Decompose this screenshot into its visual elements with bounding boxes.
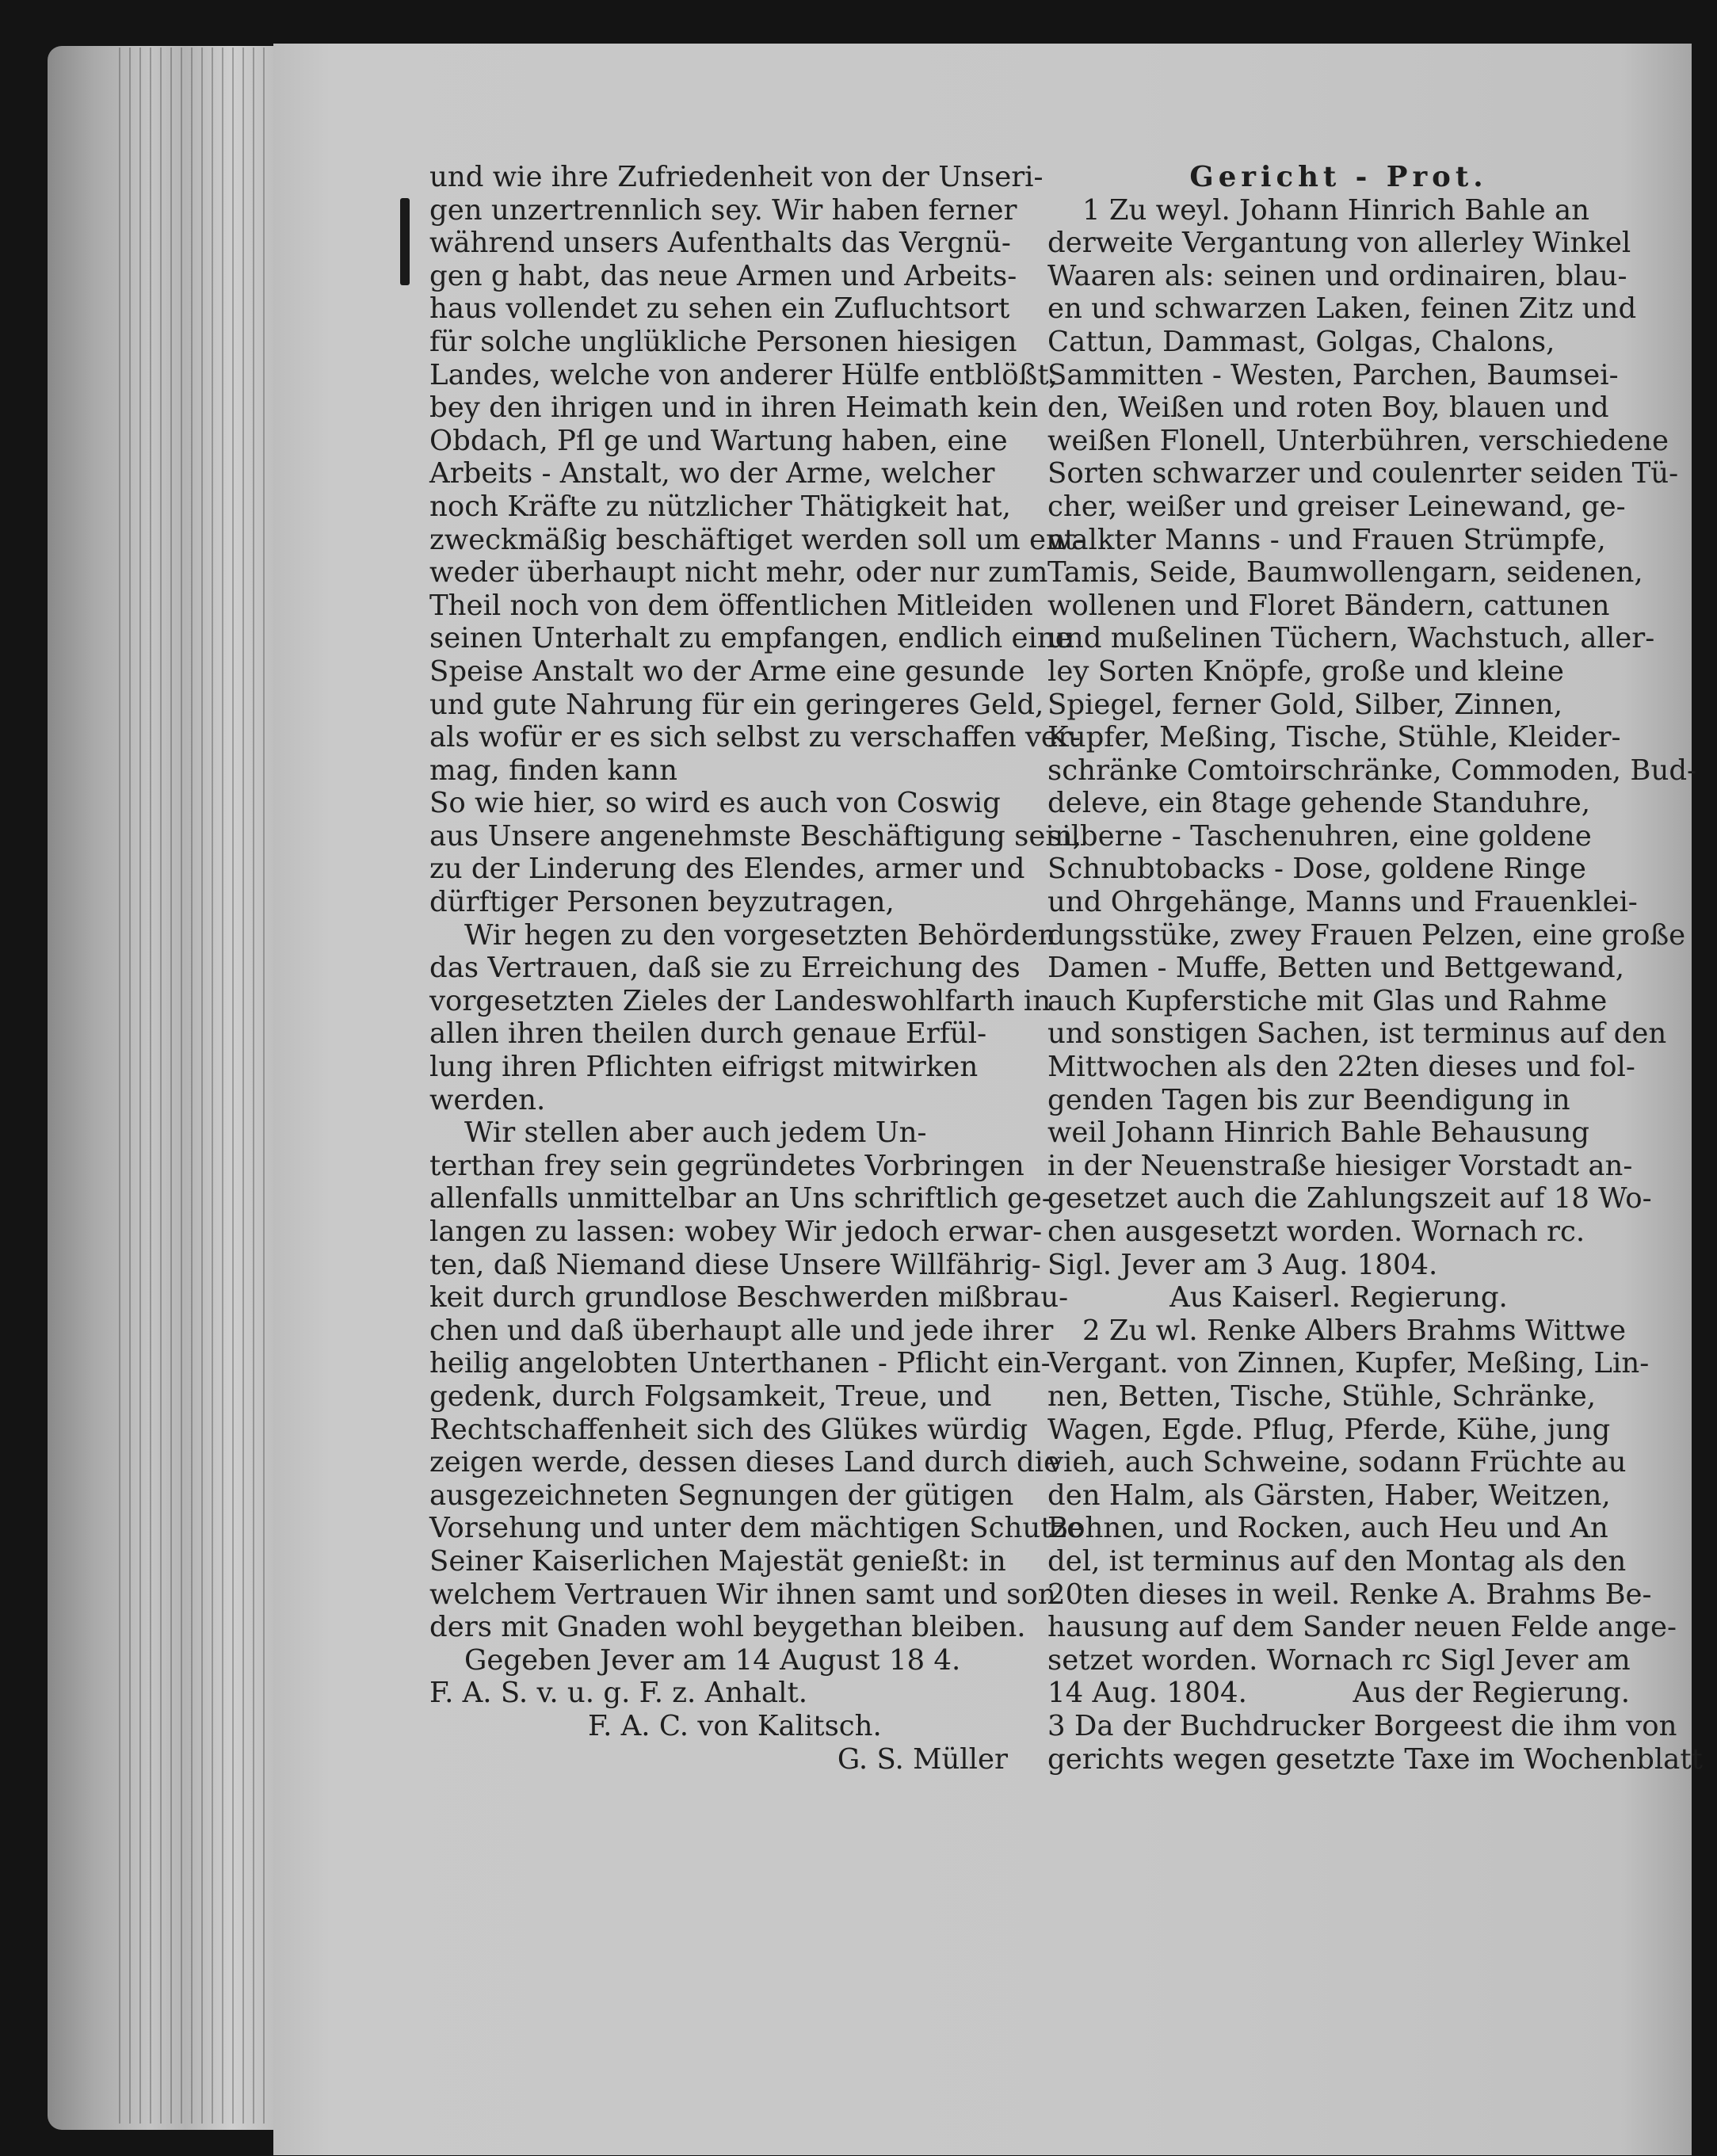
text-line: Vergant. von Zinnen, Kupfer, Meßing, Lin- — [1047, 1347, 1650, 1380]
text-line: gedenk, durch Folgsamkeit, Treue, und — [429, 1379, 992, 1413]
text-line: dungsstüke, zwey Frauen Pelzen, eine große — [1047, 918, 1686, 952]
text-line: bey den ihrigen und in ihren Heimath kein — [429, 391, 1039, 425]
text-line: Rechtschaffenheit sich des Glükes würdig — [429, 1413, 1028, 1446]
text-line: silberne - Taschenuhren, eine goldene — [1047, 819, 1592, 853]
text-line: Schnubtobacks - Dose, goldene Ringe — [1047, 853, 1586, 886]
text-line: dürftiger Personen beyzutragen, — [429, 886, 895, 919]
notice-2-date: 14 Aug. 1804. — [1047, 1677, 1247, 1710]
text-line: und sonstigen Sachen, ist terminus auf den — [1047, 1017, 1667, 1051]
text-line: 1 Zu weyl. Johann Hinrich Bahle an — [1082, 193, 1590, 227]
text-line: del, ist terminus auf den Montag als den — [1047, 1544, 1627, 1578]
text-line: ausgezeichneten Segnungen der gütigen — [429, 1479, 1014, 1512]
text-line: als wofür er es sich selbst zu verschaffen ver- — [429, 721, 1081, 754]
text-line: werden. — [429, 1083, 546, 1116]
text-line: hausung auf dem Sander neuen Felde ange- — [1047, 1611, 1677, 1644]
notice-2 — [1047, 1314, 1677, 1710]
binding-mark — [400, 198, 410, 285]
text-line: haus vollendet zu sehen ein Zufluchtsort — [429, 292, 1010, 326]
text-line: welchem Vertrauen Wir ihnen samt und son — [429, 1578, 1056, 1611]
text-line: Landes, welche von anderer Hülfe entblößt, — [429, 358, 1058, 391]
text-line: und mußelinen Tüchern, Wachstuch, aller- — [1047, 622, 1655, 655]
text-line: So wie hier, so wird es auch von Coswig — [429, 787, 1001, 820]
text-line: Speise Anstalt wo der Arme eine gesunde — [429, 654, 1025, 688]
text-line: Spiegel, ferner Gold, Silber, Zinnen, — [1047, 688, 1562, 721]
text-line: weder überhaupt nicht mehr, oder nur zum — [429, 556, 1048, 590]
text-line: mag, finden kann — [429, 754, 677, 787]
text-line: zweckmäßig beschäftiget werden soll um ent- — [429, 523, 1086, 556]
text-line: während unsers Aufenthalts das Vergnü- — [429, 227, 1011, 260]
text-line: deleve, ein 8tage gehende Standuhre, — [1047, 787, 1591, 820]
text-line: lung ihren Pflichten eifrigst mitwirken — [429, 1051, 979, 1084]
text-line: Theil noch von dem öffentlichen Mitleiden — [429, 589, 1033, 622]
text-line: chen und daß überhaupt alle und jede ihrer — [429, 1314, 1054, 1347]
given-date: Gegeben Jever am 14 August 18 4. — [464, 1643, 961, 1677]
text-line: Bohnen, und Rocken, auch Heu und An — [1047, 1512, 1608, 1545]
text-line: Obdach, Pfl ge und Wartung haben, eine — [429, 424, 1008, 457]
section-heading: Gericht - Prot. — [1189, 161, 1488, 193]
notice-1 — [1047, 193, 1697, 1315]
text-line: aus Unsere angenehmste Beschäftigung sein, — [429, 819, 1082, 853]
text-line: Kupfer, Meßing, Tische, Stühle, Kleider- — [1047, 721, 1621, 754]
signature-ruler: F. A. S. v. u. g. F. z. Anhalt. — [429, 1677, 808, 1710]
text-line: cher, weißer und greiser Leinewand, ge- — [1047, 490, 1626, 523]
text-line: gen unzertrennlich sey. Wir haben ferner — [429, 193, 1017, 227]
text-line: in der Neuenstraße hiesiger Vorstadt an- — [1047, 1149, 1633, 1182]
text-line: gerichts wegen gesetzte Taxe im Wochenblatt — [1047, 1742, 1703, 1776]
text-line: Cattun, Dammast, Golgas, Chalons, — [1047, 325, 1555, 358]
text-line: und gute Nahrung für ein geringeres Geld, — [429, 688, 1044, 721]
text-line: 2 Zu wl. Renke Albers Brahms Wittwe — [1082, 1314, 1626, 1347]
text-line: vorgesetzten Zieles der Landeswohlfarth in — [429, 984, 1051, 1017]
text-line: Tamis, Seide, Baumwollengarn, seidenen, — [1047, 556, 1643, 590]
text-line: keit durch grundlose Beschwerden mißbrau- — [429, 1281, 1069, 1315]
text-line: weil Johann Hinrich Bahle Behausung — [1047, 1116, 1589, 1150]
text-line: ten, daß Niemand diese Unsere Willfährig- — [429, 1248, 1041, 1281]
notice-3 — [1047, 1709, 1703, 1776]
text-line: das Vertrauen, daß sie zu Erreichung des — [429, 952, 1021, 985]
text-line: vieh, auch Schweine, sodann Früchte au — [1047, 1446, 1627, 1479]
text-line: und Ohrgehänge, Manns und Frauenklei- — [1047, 886, 1638, 919]
text-line: Arbeits - Anstalt, wo der Arme, welcher — [429, 457, 995, 490]
text-line: en und schwarzen Laken, feinen Zitz und — [1047, 292, 1637, 326]
text-line: für solche unglükliche Personen hiesigen — [429, 325, 1017, 358]
text-line: chen ausgesetzt worden. Wornach rc. — [1047, 1215, 1585, 1248]
paragraph-2 — [429, 787, 1082, 919]
text-line: seinen Unterhalt zu empfangen, endlich eine — [429, 622, 1072, 655]
text-line: Wir stellen aber auch jedem Un- — [464, 1116, 927, 1150]
text-line: langen zu lassen: wobey Wir jedoch erwar- — [429, 1215, 1043, 1248]
text-line: wollenen und Floret Bändern, cattunen — [1047, 589, 1610, 622]
notice-2-footer — [1047, 1677, 1630, 1710]
text-line: Waaren als: seinen und ordinairen, blau- — [1047, 259, 1627, 292]
text-line: weißen Flonell, Unterbühren, verschiedene — [1047, 424, 1669, 457]
text-line: den Halm, als Gärsten, Haber, Weitzen, — [1047, 1479, 1611, 1512]
text-line: Mittwochen als den 22ten dieses und fol- — [1047, 1051, 1635, 1084]
text-line: schränke Comtoirschränke, Commoden, Bud- — [1047, 754, 1697, 787]
right-column — [1047, 161, 1703, 1776]
text-line: allenfalls unmittelbar an Uns schriftlich ge- — [429, 1182, 1051, 1215]
text-line: Sorten schwarzer und coulenrter seiden Tü- — [1047, 457, 1679, 490]
text-line: genden Tagen bis zur Beendigung in — [1047, 1083, 1570, 1116]
notice-2-authority: Aus der Regierung. — [1353, 1677, 1630, 1710]
text-line: noch Kräfte zu nützlicher Thätigkeit hat, — [429, 490, 1011, 523]
page-stack-lines — [119, 48, 277, 2124]
text-line: zu der Linderung des Elendes, armer und — [429, 853, 1025, 886]
text-line: Wagen, Egde. Pflug, Pferde, Kühe, jung — [1047, 1413, 1611, 1446]
paragraph-3 — [429, 918, 1056, 1117]
paragraph-4 — [429, 1116, 1084, 1644]
text-line: auch Kupferstiche mit Glas und Rahme — [1047, 984, 1608, 1017]
text-line: 3 Da der Buchdrucker Borgeest die ihm von — [1047, 1709, 1677, 1742]
text-line: gen g habt, das neue Armen und Arbeits- — [429, 259, 1017, 292]
text-line: Vorsehung und unter dem mächtigen Schutze — [429, 1512, 1084, 1545]
text-line: Damen - Muffe, Betten und Bettgewand, — [1047, 952, 1625, 985]
paragraph-1 — [429, 161, 1086, 787]
notice-1-date: Sigl. Jever am 3 Aug. 1804. — [1047, 1248, 1438, 1281]
text-line: gesetzet auch die Zahlungszeit auf 18 Wo- — [1047, 1182, 1652, 1215]
text-line: heilig angelobten Unterthanen - Pflicht ein- — [429, 1347, 1051, 1380]
text-line: und wie ihre Zufriedenheit von der Unseri- — [429, 161, 1044, 193]
left-column — [429, 161, 1086, 1776]
text-line: Seiner Kaiserlichen Majestät genießt: in — [429, 1544, 1006, 1578]
text-line: allen ihren theilen durch genaue Erfül- — [429, 1017, 987, 1051]
text-line: ley Sorten Knöpfe, große und kleine — [1047, 654, 1564, 688]
text-line: den, Weißen und roten Boy, blauen und — [1047, 391, 1609, 425]
text-line: 20ten dieses in weil. Renke A. Brahms Be- — [1047, 1578, 1652, 1611]
notice-1-authority: Aus Kaiserl. Regierung. — [1169, 1281, 1508, 1315]
text-line: nen, Betten, Tische, Stühle, Schränke, — [1047, 1379, 1597, 1413]
text-line: walkter Manns - und Frauen Strümpfe, — [1047, 523, 1606, 556]
signature-mueller: G. S. Müller — [837, 1742, 1008, 1776]
text-line: terthan frey sein gegründetes Vorbringen — [429, 1149, 1024, 1182]
text-line: derweite Vergantung von allerley Winkel — [1047, 227, 1631, 260]
text-line: zeigen werde, dessen dieses Land durch die — [429, 1446, 1061, 1479]
text-line: setzet worden. Wornach rc Sigl Jever am — [1047, 1643, 1631, 1677]
text-line: Sammitten - Westen, Parchen, Baumsei- — [1047, 358, 1619, 391]
text-line: Wir hegen zu den vorgesetzten Behörden — [464, 918, 1056, 952]
signature-kalitsch: F. A. C. von Kalitsch. — [588, 1709, 882, 1742]
text-line: ders mit Gnaden wohl beygethan bleiben. — [429, 1611, 1026, 1644]
